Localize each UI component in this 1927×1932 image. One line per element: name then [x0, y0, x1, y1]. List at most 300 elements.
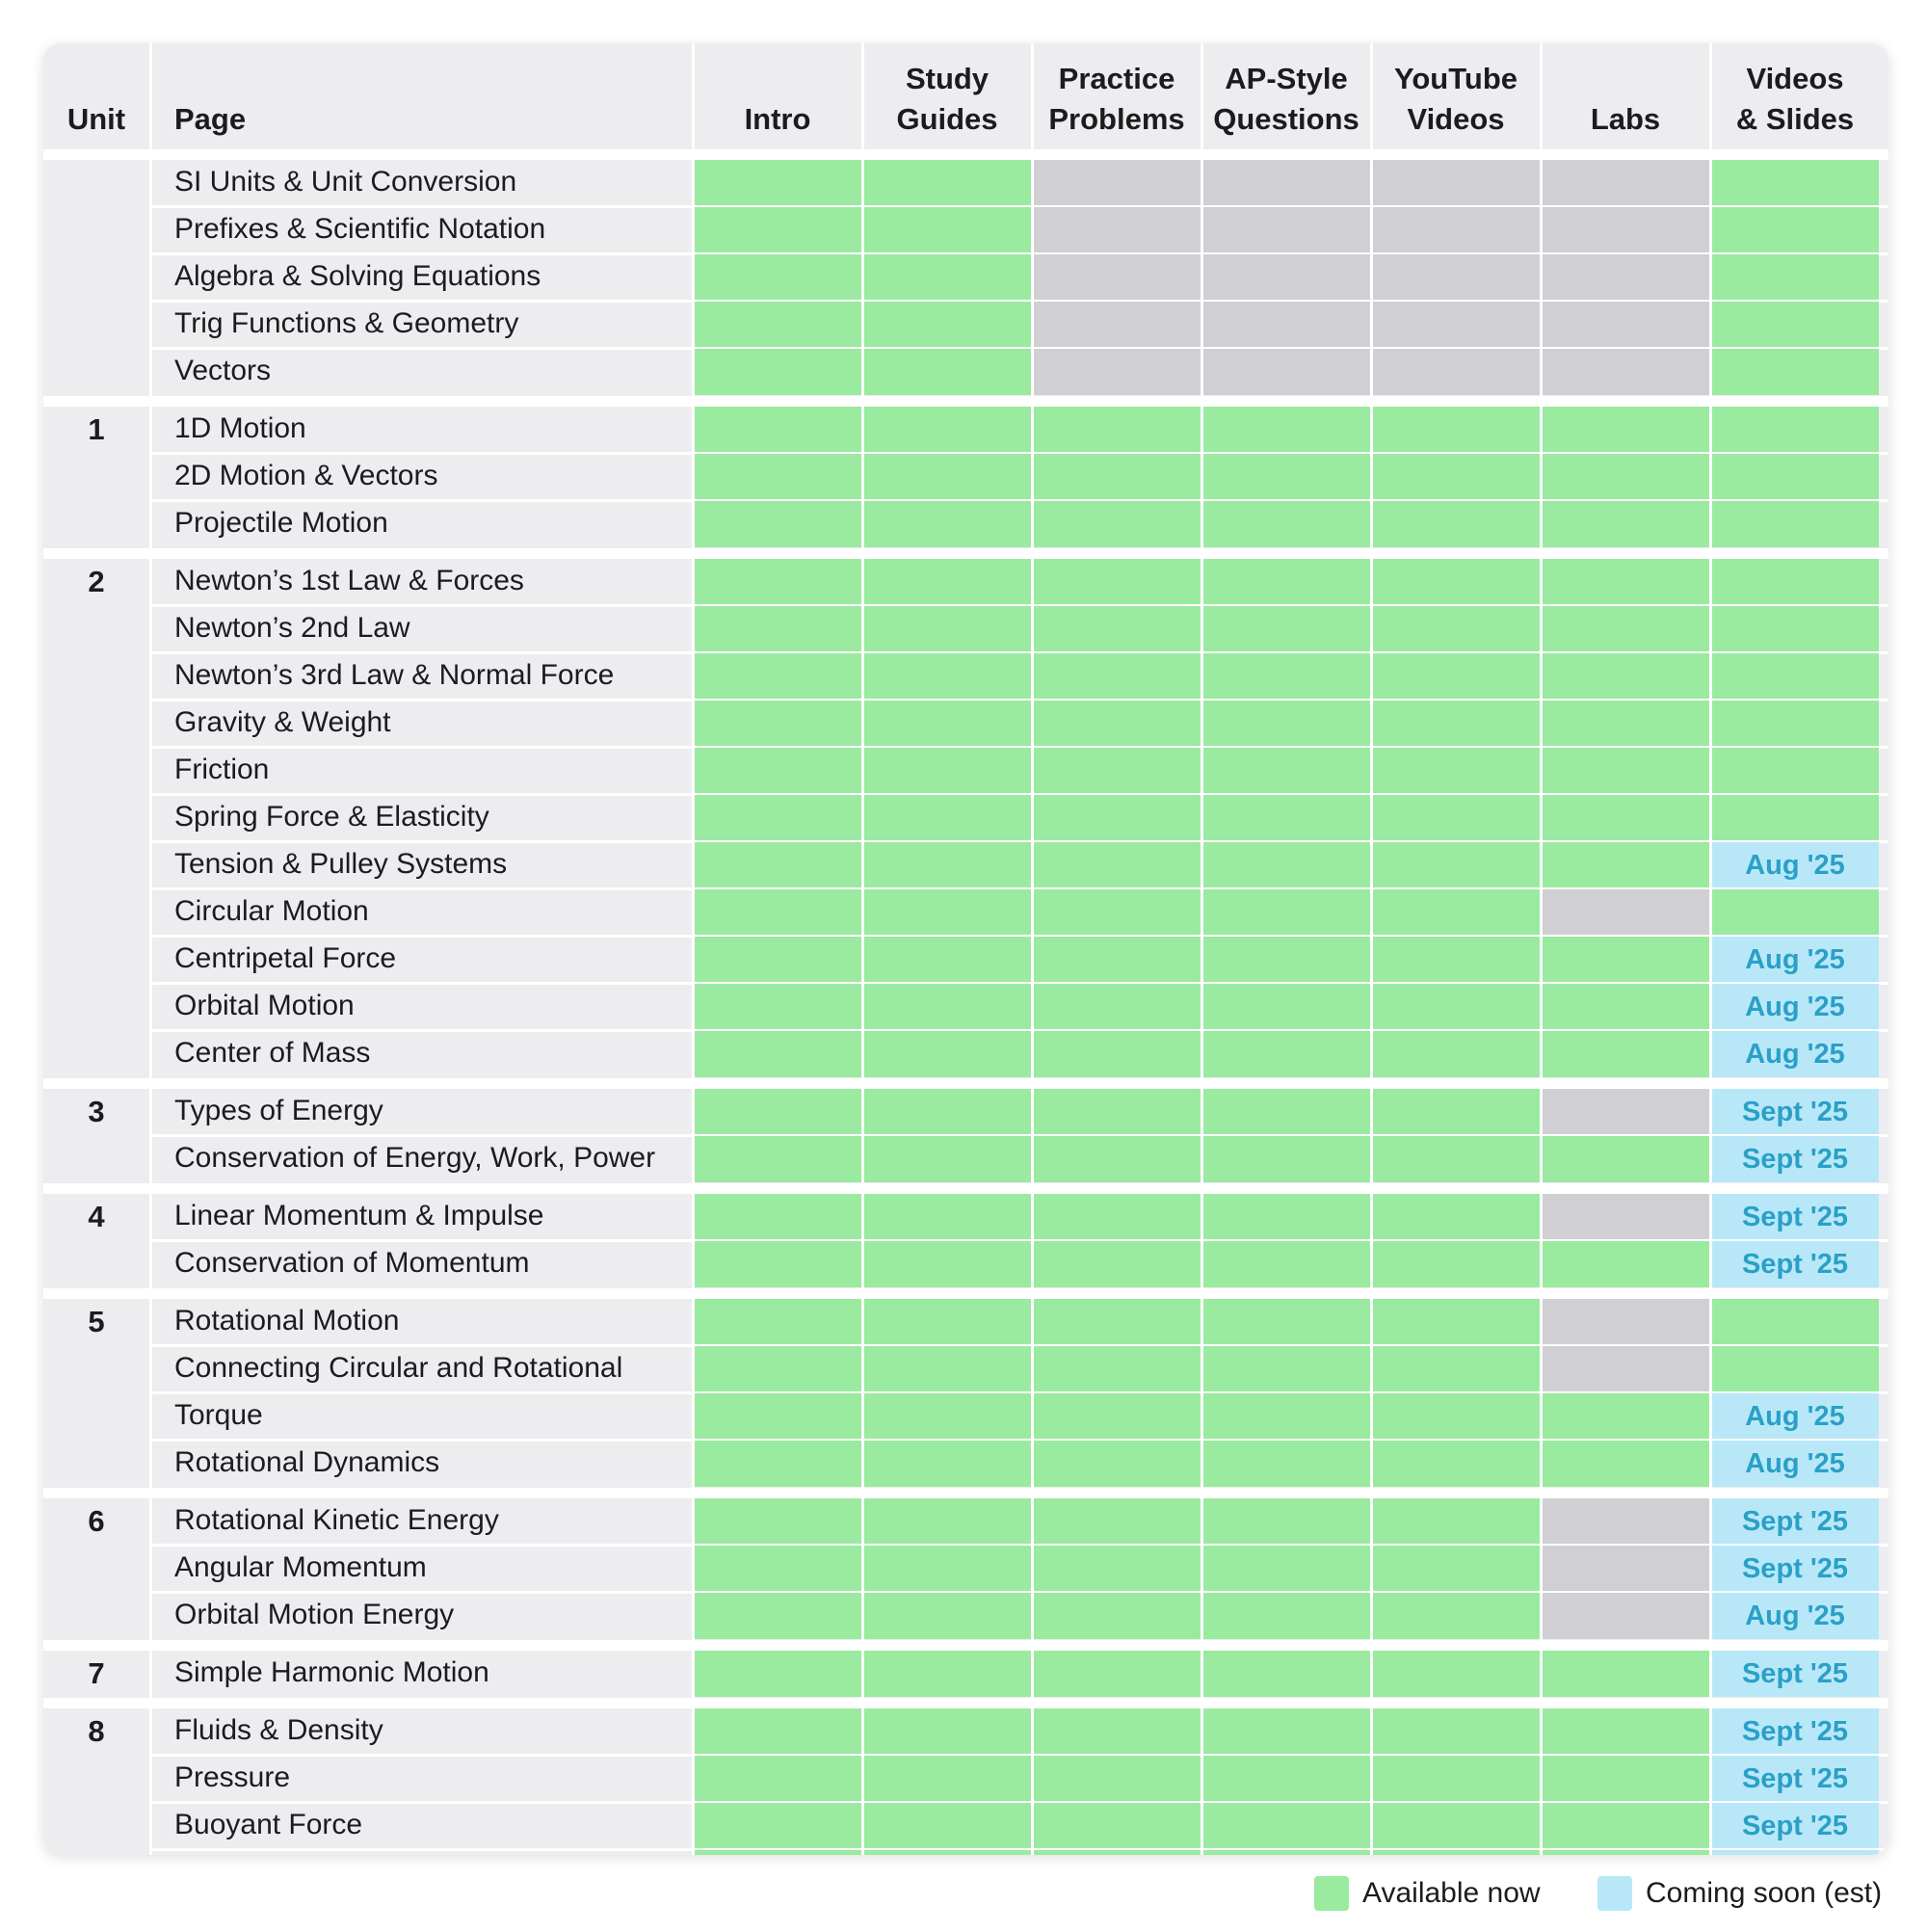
- cell-available: [1711, 454, 1879, 500]
- cell-available: [1202, 1393, 1370, 1440]
- header-col-2-line1: Study: [905, 62, 990, 95]
- cell-available: [1711, 407, 1879, 453]
- group-separator: [43, 1288, 1888, 1299]
- cell-available: [1542, 559, 1709, 605]
- legend-coming-soon-swatch: [1597, 1876, 1632, 1911]
- cell-available: [1542, 1803, 1709, 1849]
- cell-not-applicable: [1033, 349, 1201, 395]
- page-name: Newton’s 3rd Law & Normal Force: [174, 659, 615, 691]
- cell-available: [1372, 1651, 1540, 1697]
- header-page: Page: [174, 102, 247, 136]
- cell-available: [1542, 1850, 1709, 1855]
- page-name: Vectors: [174, 355, 272, 386]
- cell-available: [694, 1441, 861, 1487]
- cell-available: [694, 1756, 861, 1802]
- group-separator: [43, 1488, 1888, 1498]
- page-name: Rotational Kinetic Energy: [174, 1504, 499, 1536]
- column-divider: [1540, 43, 1543, 1855]
- header-col-3-line1: Practice: [1058, 62, 1175, 95]
- page-name: Centripetal Force: [174, 942, 397, 974]
- header-col-2-line2: Guides: [896, 102, 998, 136]
- cell-available: [1372, 748, 1540, 794]
- group-separator: [43, 396, 1888, 407]
- cell-available: [694, 1708, 861, 1755]
- page-name: [174, 1850, 235, 1855]
- cell-coming-soon: Aug '25: [1711, 1031, 1879, 1077]
- cell-available: [863, 1498, 1031, 1545]
- cell-available: [694, 1498, 861, 1545]
- cell-available: [1033, 1850, 1201, 1855]
- cell-coming-soon: Sept '25: [1711, 1089, 1879, 1135]
- cell-not-applicable: [1542, 207, 1709, 253]
- page-name: Orbital Motion: [174, 990, 355, 1021]
- cell-available: [863, 984, 1031, 1030]
- cell-available: [694, 653, 861, 700]
- cell-available: [1711, 559, 1879, 605]
- cell-available: [863, 1393, 1031, 1440]
- cell-coming-soon: Sept '25: [1711, 1803, 1879, 1849]
- group-separator: [43, 149, 1888, 160]
- header-col-4: [1202, 43, 1370, 140]
- page-name: Buoyant Force: [174, 1809, 363, 1840]
- group-separator: [43, 1698, 1888, 1708]
- column-divider: [1201, 43, 1203, 1855]
- column-divider: [1370, 43, 1373, 1855]
- cell-available: [1372, 1441, 1540, 1487]
- cell-available: [1033, 1393, 1201, 1440]
- cell-available: [1033, 1194, 1201, 1240]
- cell-available: [863, 1803, 1031, 1849]
- cell-available: [1202, 1346, 1370, 1392]
- cell-available: [1033, 842, 1201, 888]
- cell-available: [1372, 889, 1540, 936]
- cell-available: [1542, 748, 1709, 794]
- cell-available: [1202, 454, 1370, 500]
- cell-available: [1202, 1031, 1370, 1077]
- cell-available: [694, 349, 861, 395]
- page-name: Conservation of Energy, Work, Power: [174, 1142, 656, 1174]
- cell-available: [1372, 1546, 1540, 1592]
- cell-not-applicable: [1202, 207, 1370, 253]
- cell-available: [1372, 1756, 1540, 1802]
- cell-not-applicable: [1542, 889, 1709, 936]
- cell-available: [1033, 1346, 1201, 1392]
- cell-available: [694, 302, 861, 348]
- page-name: Prefixes & Scientific Notation: [174, 213, 546, 245]
- cell-available: [1033, 454, 1201, 500]
- cell-available: [863, 1346, 1031, 1392]
- cell-available: [1711, 701, 1879, 747]
- cell-not-applicable: [1542, 160, 1709, 206]
- availability-table: [43, 43, 1888, 1855]
- cell-coming-soon: Aug '25: [1711, 984, 1879, 1030]
- cell-available: [863, 889, 1031, 936]
- cell-available: [694, 1089, 861, 1135]
- cell-available: [1372, 1708, 1540, 1755]
- page-name: Trig Functions & Geometry: [174, 307, 519, 339]
- group-separator: [43, 1640, 1888, 1651]
- cell-available: [1542, 1393, 1709, 1440]
- column-divider: [1709, 43, 1712, 1855]
- cell-available: [1033, 1803, 1201, 1849]
- cell-available: [694, 1546, 861, 1592]
- cell-available: [1202, 889, 1370, 936]
- cell-not-applicable: [1202, 254, 1370, 301]
- cell-available: [1033, 1299, 1201, 1345]
- page-name: Pressure: [174, 1761, 291, 1793]
- page-name: Types of Energy: [174, 1095, 383, 1126]
- cell-available: [863, 606, 1031, 652]
- group-separator: [43, 1183, 1888, 1194]
- cell-available: [1033, 795, 1201, 841]
- cell-available: [1372, 1346, 1540, 1392]
- cell-available: [1372, 1850, 1540, 1855]
- page-name: Projectile Motion: [174, 507, 388, 539]
- column-divider: [861, 43, 864, 1855]
- page-name: Torque: [174, 1399, 263, 1431]
- cell-not-applicable: [1372, 207, 1540, 253]
- cell-available: [1202, 984, 1370, 1030]
- page-name: Linear Momentum & Impulse: [174, 1200, 544, 1231]
- cell-not-applicable: [1202, 160, 1370, 206]
- table-grid: [43, 43, 1888, 1855]
- cell-available: [1542, 454, 1709, 500]
- legend-available-label: Available now: [1362, 1877, 1541, 1909]
- cell-available: [1372, 1393, 1540, 1440]
- cell-not-applicable: [1542, 1546, 1709, 1592]
- cell-available: [863, 1850, 1031, 1855]
- header-col-7: [1711, 43, 1879, 140]
- cell-available: [1542, 606, 1709, 652]
- cell-available: [1372, 1498, 1540, 1545]
- cell-coming-soon: Sept '25: [1711, 1756, 1879, 1802]
- cell-available: [694, 606, 861, 652]
- cell-available: [694, 160, 861, 206]
- cell-not-applicable: [1033, 207, 1201, 253]
- cell-available: [863, 1651, 1031, 1697]
- cell-available: [694, 254, 861, 301]
- cell-available: [863, 937, 1031, 983]
- unit-number: 4: [88, 1200, 105, 1233]
- cell-not-applicable: [1033, 160, 1201, 206]
- cell-available: [1711, 606, 1879, 652]
- cell-available: [1202, 1546, 1370, 1592]
- page-name: Angular Momentum: [174, 1551, 427, 1583]
- page-name: Newton’s 2nd Law: [174, 612, 410, 644]
- page-name: Fluids & Density: [174, 1714, 383, 1746]
- cell-available: [1542, 984, 1709, 1030]
- cell-available: [694, 795, 861, 841]
- cell-coming-soon: Aug '25: [1711, 1593, 1879, 1639]
- cell-available: [1711, 889, 1879, 936]
- cell-not-applicable: [1542, 349, 1709, 395]
- page-name: 2D Motion & Vectors: [174, 460, 438, 491]
- page-name: Newton’s 1st Law & Forces: [174, 565, 524, 596]
- cell-coming-soon: Aug '25: [1711, 842, 1879, 888]
- unit-number: 7: [88, 1656, 105, 1690]
- cell-available: [1372, 1136, 1540, 1182]
- cell-not-applicable: [1542, 1498, 1709, 1545]
- header-col-5-line1: YouTube: [1394, 62, 1518, 95]
- cell-available: [1202, 937, 1370, 983]
- header-col-1-line2: Intro: [744, 102, 811, 136]
- cell-available: [1202, 1803, 1370, 1849]
- cell-available: [694, 1850, 861, 1855]
- cell-available: [1202, 1593, 1370, 1639]
- cell-available: [1372, 1031, 1540, 1077]
- cell-coming-soon: Sept '25: [1711, 1241, 1879, 1287]
- header-col-6-line2: Labs: [1590, 102, 1661, 136]
- cell-available: [694, 701, 861, 747]
- cell-available: [1372, 1089, 1540, 1135]
- cell-available: [1202, 795, 1370, 841]
- cell-available: [1202, 1194, 1370, 1240]
- cell-available: [1542, 1756, 1709, 1802]
- cell-available: [863, 1241, 1031, 1287]
- cell-available: [1033, 1031, 1201, 1077]
- header-col-3: [1033, 43, 1201, 140]
- unit-number: 6: [88, 1504, 105, 1538]
- cell-available: [1542, 1241, 1709, 1287]
- cell-available: [1202, 1498, 1370, 1545]
- page-name: Circular Motion: [174, 895, 369, 927]
- cell-available: [1033, 1498, 1201, 1545]
- cell-available: [1542, 501, 1709, 547]
- cell-available: [694, 501, 861, 547]
- cell-available: [863, 748, 1031, 794]
- cell-available: [863, 1756, 1031, 1802]
- cell-available: [1711, 1346, 1879, 1392]
- cell-available: [863, 454, 1031, 500]
- cell-available: [1542, 1136, 1709, 1182]
- cell-available: [1033, 653, 1201, 700]
- page-name: Spring Force & Elasticity: [174, 801, 489, 833]
- page-name: Rotational Motion: [174, 1305, 400, 1337]
- cell-available: [694, 1651, 861, 1697]
- cell-available: [863, 501, 1031, 547]
- cell-available: [1542, 1708, 1709, 1755]
- cell-available: [1202, 1708, 1370, 1755]
- cell-available: [1542, 653, 1709, 700]
- cell-available: [1033, 984, 1201, 1030]
- cell-available: [694, 1031, 861, 1077]
- cell-available: [863, 302, 1031, 348]
- cell-available: [694, 1299, 861, 1345]
- cell-available: [1711, 160, 1879, 206]
- cell-available: [863, 795, 1031, 841]
- header-col-7-line2: & Slides: [1735, 102, 1855, 136]
- cell-available: [1202, 653, 1370, 700]
- cell-available: [1202, 701, 1370, 747]
- cell-available: [1033, 407, 1201, 453]
- cell-not-applicable: [1542, 1299, 1709, 1345]
- cell-not-applicable: [1542, 1346, 1709, 1392]
- group-separator: [43, 1078, 1888, 1089]
- cell-available: [1033, 1756, 1201, 1802]
- page-name: Connecting Circular and Rotational: [174, 1352, 623, 1384]
- cell-not-applicable: [1542, 302, 1709, 348]
- cell-not-applicable: [1372, 349, 1540, 395]
- cell-available: [1711, 349, 1879, 395]
- cell-coming-soon: Aug '25: [1711, 1441, 1879, 1487]
- legend-available-swatch: [1314, 1876, 1349, 1911]
- cell-available: [1711, 795, 1879, 841]
- cell-coming-soon: Sept '25: [1711, 1136, 1879, 1182]
- column-divider: [692, 43, 695, 1855]
- header-col-2: [863, 43, 1031, 140]
- cell-available: [1542, 407, 1709, 453]
- cell-available: [694, 937, 861, 983]
- header-unit: Unit: [66, 102, 126, 136]
- cell-coming-soon: Sept '25: [1711, 1651, 1879, 1697]
- cell-available: [1372, 701, 1540, 747]
- cell-available: [694, 1136, 861, 1182]
- cell-available: [1542, 701, 1709, 747]
- cell-available: [1372, 454, 1540, 500]
- page-name: 1D Motion: [174, 412, 306, 444]
- column-divider: [149, 43, 152, 1855]
- cell-available: [694, 559, 861, 605]
- cell-available: [1542, 795, 1709, 841]
- cell-available: [1372, 1194, 1540, 1240]
- cell-available: [694, 842, 861, 888]
- header-col-4-line1: AP-Style: [1225, 62, 1348, 95]
- cell-available: [1372, 407, 1540, 453]
- cell-available: [1372, 937, 1540, 983]
- header-col-4-line2: Questions: [1213, 102, 1359, 136]
- cell-available: [1202, 501, 1370, 547]
- cell-available: [1202, 1850, 1370, 1855]
- cell-available: [863, 701, 1031, 747]
- header-col-1: [694, 43, 861, 140]
- cell-available: [863, 160, 1031, 206]
- cell-available: [863, 207, 1031, 253]
- cell-available: [1033, 1241, 1201, 1287]
- header-col-3-line2: Problems: [1048, 102, 1185, 136]
- cell-available: [1372, 559, 1540, 605]
- cell-available: [1202, 1136, 1370, 1182]
- cell-available: [694, 748, 861, 794]
- cell-available: [1711, 254, 1879, 301]
- cell-available: [1372, 653, 1540, 700]
- cell-available: [694, 984, 861, 1030]
- cell-available: [1711, 653, 1879, 700]
- cell-available: [1033, 1593, 1201, 1639]
- legend: [1314, 1874, 1892, 1913]
- unit-number: 3: [88, 1095, 105, 1128]
- cell-available: [1033, 748, 1201, 794]
- unit-number: 8: [88, 1714, 105, 1748]
- cell-available: [863, 1031, 1031, 1077]
- cell-available: [863, 1194, 1031, 1240]
- cell-available: [863, 1546, 1031, 1592]
- cell-available: [1033, 501, 1201, 547]
- page-name: Tension & Pulley Systems: [174, 848, 508, 880]
- cell-available: [863, 559, 1031, 605]
- cell-available: [1542, 842, 1709, 888]
- unit-number: 2: [88, 565, 105, 598]
- cell-available: [1033, 1651, 1201, 1697]
- cell-available: [1711, 207, 1879, 253]
- page-name: Gravity & Weight: [174, 706, 391, 738]
- cell-available: [1202, 1241, 1370, 1287]
- cell-available: [1202, 606, 1370, 652]
- cell-available: [1202, 842, 1370, 888]
- cell-available: [1542, 1651, 1709, 1697]
- cell-available: [1033, 1546, 1201, 1592]
- page-name: Center of Mass: [174, 1037, 371, 1069]
- cell-available: [1202, 407, 1370, 453]
- cell-available: [1202, 1756, 1370, 1802]
- cell-coming-soon: Sept '25: [1711, 1194, 1879, 1240]
- cell-available: [863, 653, 1031, 700]
- cell-available: [1372, 1299, 1540, 1345]
- cell-available: [1033, 559, 1201, 605]
- cell-available: [1372, 1803, 1540, 1849]
- page-name: SI Units & Unit Conversion: [174, 166, 517, 198]
- cell-not-applicable: [1542, 254, 1709, 301]
- cell-available: [1372, 501, 1540, 547]
- group-separator: [43, 548, 1888, 559]
- cell-available: [1372, 1593, 1540, 1639]
- page-name: Orbital Motion Energy: [174, 1599, 455, 1630]
- cell-not-applicable: [1542, 1194, 1709, 1240]
- cell-not-applicable: [1542, 1593, 1709, 1639]
- cell-available: [1033, 1136, 1201, 1182]
- cell-coming-soon: Aug '25: [1711, 1393, 1879, 1440]
- cell-available: [1033, 889, 1201, 936]
- cell-available: [1372, 795, 1540, 841]
- cell-available: [863, 1136, 1031, 1182]
- cell-available: [694, 407, 861, 453]
- cell-available: [1033, 606, 1201, 652]
- header-col-7-line1: Videos: [1746, 62, 1844, 95]
- cell-available: [1202, 1299, 1370, 1345]
- cell-not-applicable: [1202, 302, 1370, 348]
- cell-available: [863, 1299, 1031, 1345]
- legend-coming-soon-label: Coming soon (est): [1646, 1877, 1883, 1909]
- cell-available: [694, 1593, 861, 1639]
- header-col-5-line2: Videos: [1407, 102, 1505, 136]
- cell-coming-soon: [1711, 1850, 1879, 1855]
- cell-available: [1033, 1089, 1201, 1135]
- cell-not-applicable: [1542, 1089, 1709, 1135]
- cell-available: [863, 1089, 1031, 1135]
- cell-available: [1711, 748, 1879, 794]
- unit-number: 1: [88, 412, 105, 446]
- cell-available: [1033, 1441, 1201, 1487]
- cell-available: [1372, 1241, 1540, 1287]
- cell-available: [694, 1241, 861, 1287]
- page-name: Conservation of Momentum: [174, 1247, 530, 1279]
- cell-available: [1542, 1441, 1709, 1487]
- header-col-6: [1542, 43, 1709, 140]
- page-name: Algebra & Solving Equations: [174, 260, 541, 292]
- cell-not-applicable: [1202, 349, 1370, 395]
- cell-available: [694, 207, 861, 253]
- cell-available: [1372, 984, 1540, 1030]
- cell-available: [1372, 842, 1540, 888]
- column-divider: [1031, 43, 1034, 1855]
- cell-available: [1033, 937, 1201, 983]
- cell-available: [1033, 701, 1201, 747]
- cell-available: [694, 1393, 861, 1440]
- cell-available: [694, 889, 861, 936]
- unit-number: 5: [88, 1305, 105, 1338]
- cell-available: [1711, 501, 1879, 547]
- cell-available: [694, 1346, 861, 1392]
- cell-available: [863, 349, 1031, 395]
